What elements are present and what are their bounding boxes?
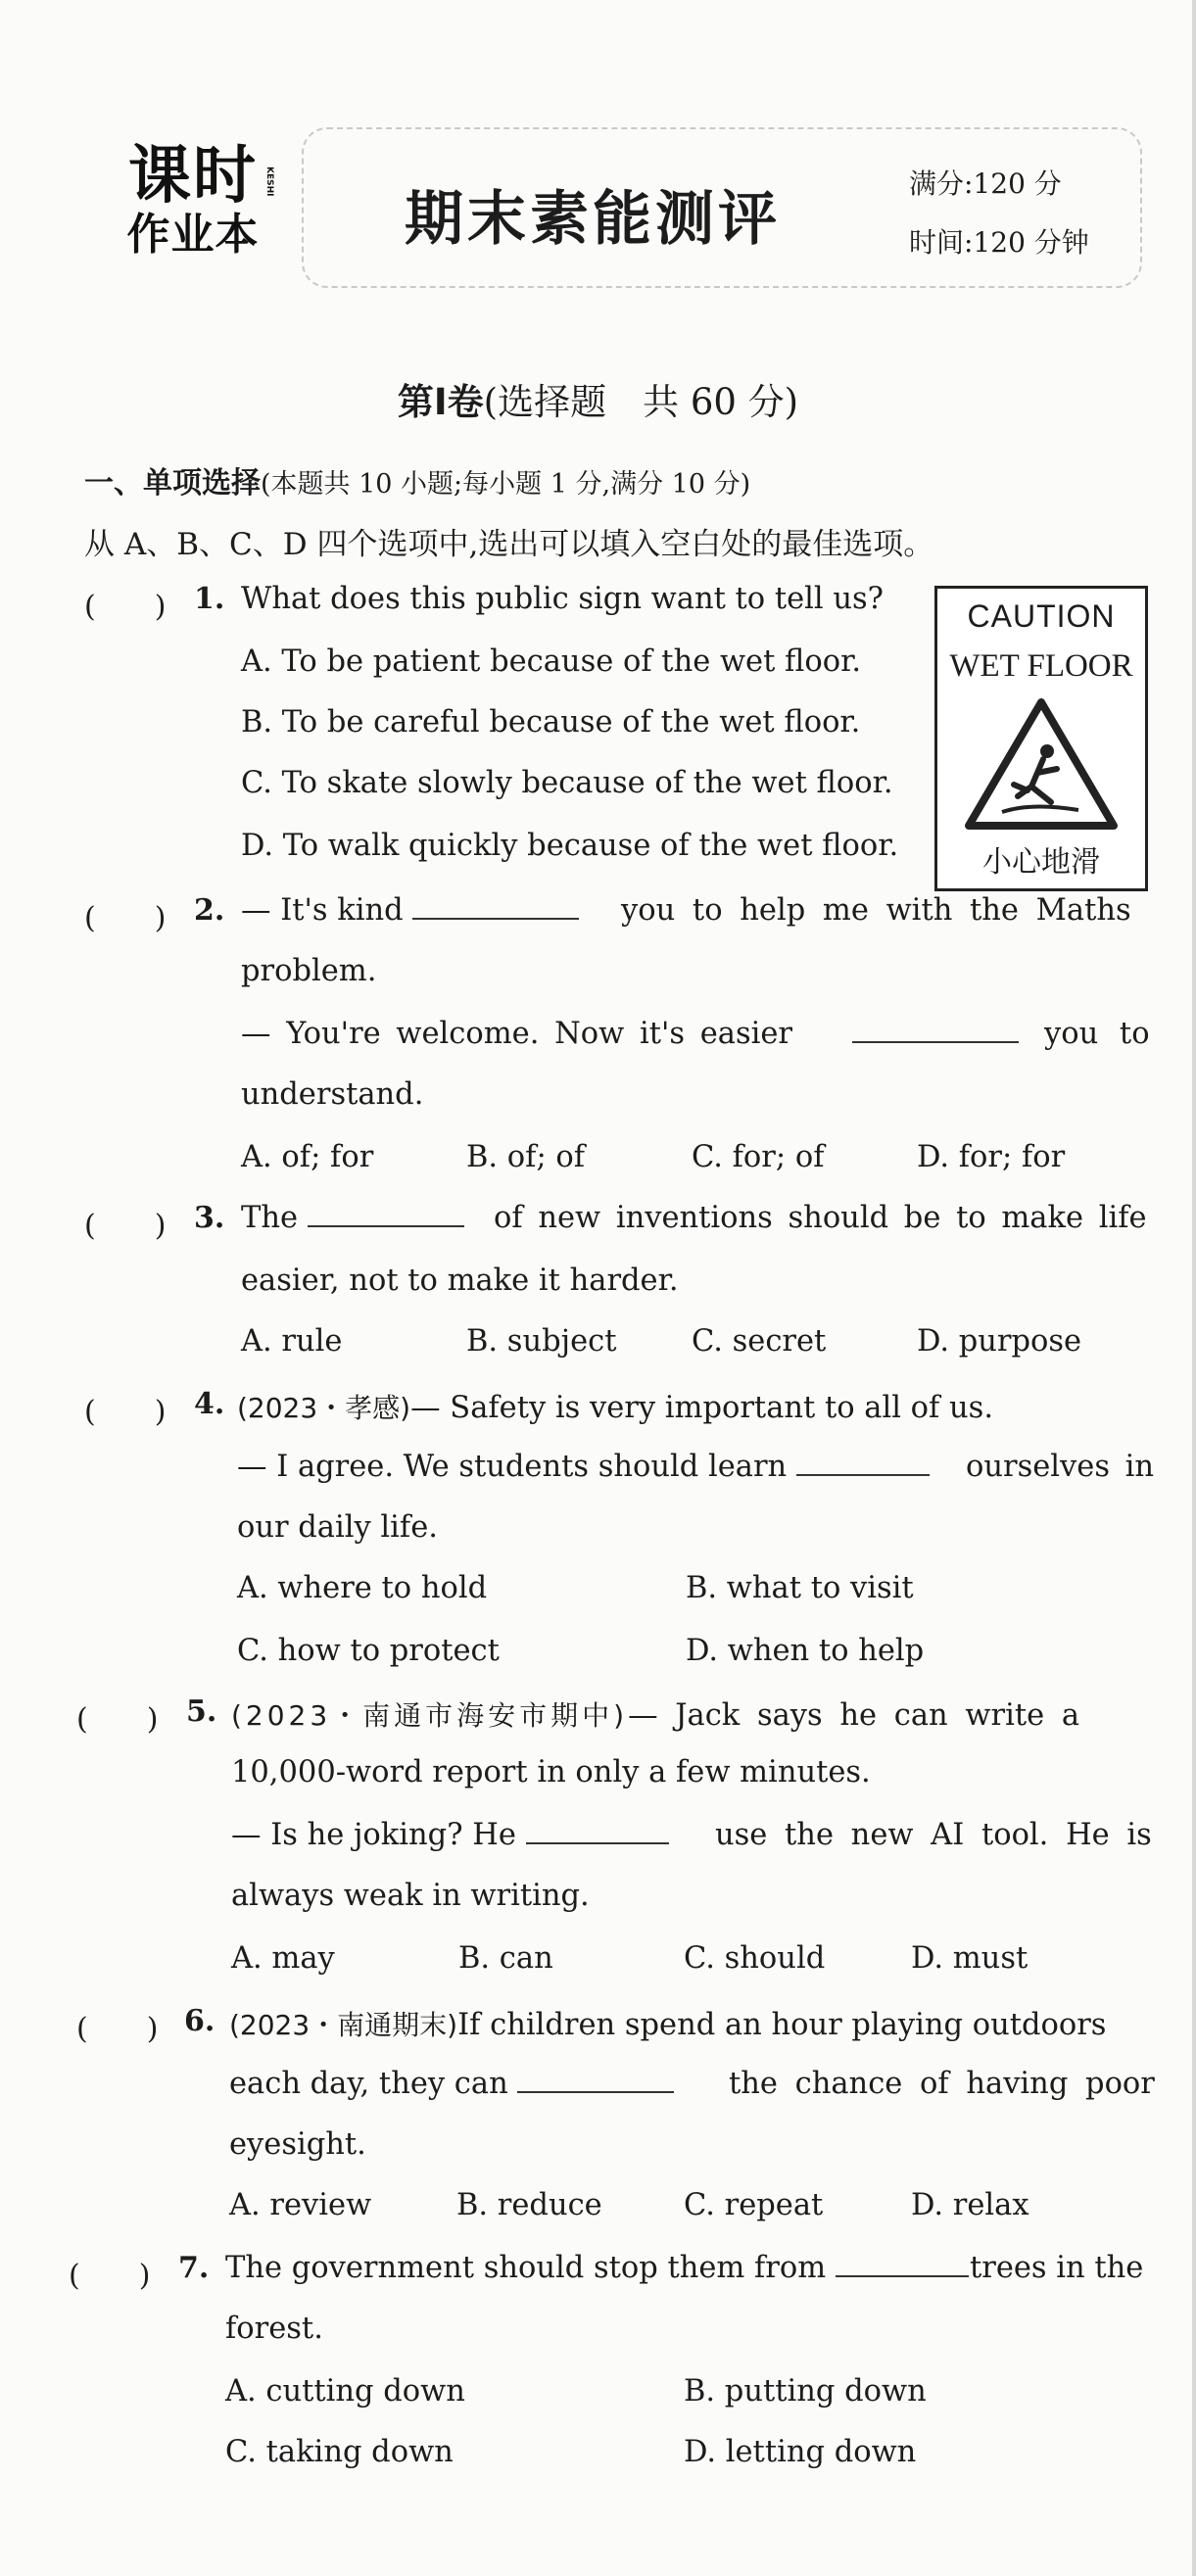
option-a: A. may — [231, 1941, 335, 1976]
question-line: 10,000-word report in only a few minutes. — [231, 1755, 871, 1789]
option-b: B. can — [458, 1941, 553, 1976]
answer-paren: ( ) — [84, 590, 167, 624]
question-number: 7. — [178, 2251, 210, 2285]
option-c: C. To skate slowly because of the wet floor. — [241, 766, 893, 800]
option-a: A. To be patient because of the wet floor. — [241, 644, 862, 679]
option-d: D. To walk quickly because of the wet floor. — [241, 829, 899, 863]
question-line: trees in the — [970, 2251, 1144, 2285]
question-number: 1. — [194, 582, 225, 616]
question-line: easier, not to make it harder. — [241, 1264, 679, 1298]
option-c: C. should — [684, 1941, 826, 1976]
warning-triangle-icon — [963, 696, 1120, 834]
option-a: A. rule — [241, 1324, 343, 1359]
question-line: you to — [1044, 1017, 1150, 1051]
answer-blank — [412, 896, 579, 920]
part-title: 一、单项选择 — [84, 466, 261, 501]
option-b: B. of; of — [466, 1140, 586, 1174]
answer-blank — [852, 1020, 1019, 1043]
option-c: C. secret — [692, 1324, 827, 1359]
answer-blank — [526, 1821, 669, 1844]
option-b: B. putting down — [684, 2374, 927, 2409]
caution-sign-image — [934, 586, 1148, 891]
option-d: D. when to help — [686, 1634, 925, 1668]
sign-line1: CAUTION — [967, 598, 1116, 634]
question-stem: What does this public sign want to tell us? — [241, 582, 885, 616]
option-d: D. must — [911, 1941, 1029, 1976]
question-number: 4. — [194, 1387, 225, 1421]
question-line — [231, 1818, 669, 1852]
question-line — [229, 2004, 1106, 2043]
part-heading — [84, 458, 750, 501]
instruction: 从 A、B、C、D 四个选项中,选出可以填入空白处的最佳选项。 — [84, 527, 934, 562]
text-part: — It's kind — [241, 893, 404, 928]
question-number: 5. — [186, 1694, 217, 1729]
text-part: The — [241, 1201, 299, 1235]
question-line: — You're welcome. Now it's easier — [241, 1017, 792, 1051]
question-source: (2023・南通期末) — [229, 2009, 458, 2041]
question-line — [229, 2067, 674, 2101]
question-line — [231, 1694, 1079, 1734]
option-b: B. To be careful because of the wet floor. — [241, 705, 861, 739]
sign-line3: 小心地滑 — [982, 845, 1100, 880]
option-c: C. how to protect — [237, 1634, 500, 1668]
option-d: D. letting down — [684, 2435, 917, 2469]
section-title-rest: (选择题 共 60 分) — [483, 381, 799, 423]
option-c: C. taking down — [225, 2435, 454, 2469]
option-b: B. reduce — [456, 2188, 602, 2222]
answer-paren: ( ) — [84, 1395, 167, 1429]
question-line: problem. — [241, 954, 377, 988]
brand-logo — [120, 140, 274, 260]
exam-time: 时间:120 分钟 — [909, 226, 1089, 259]
option-c: C. repeat — [684, 2188, 824, 2222]
question-line: forest. — [225, 2312, 323, 2346]
option-d: D. relax — [911, 2188, 1029, 2222]
question-number: 2. — [194, 893, 225, 928]
header-box — [302, 127, 1142, 288]
answer-blank — [308, 1204, 464, 1227]
question-line — [237, 1450, 930, 1484]
option-a: A. of; for — [241, 1140, 374, 1174]
section-title — [0, 372, 1196, 425]
option-c: C. for; of — [692, 1140, 825, 1174]
question-line: eyesight. — [229, 2127, 366, 2162]
option-b: B. subject — [466, 1324, 617, 1359]
sign-line2: WET FLOOR — [949, 648, 1133, 684]
answer-paren: ( ) — [76, 2012, 159, 2046]
question-line: you to help me with the Maths — [621, 893, 1131, 928]
option-b: B. what to visit — [686, 1571, 914, 1605]
question-line — [225, 2251, 969, 2285]
exam-meta — [909, 155, 1089, 272]
part-note: (本题共 10 小题;每小题 1 分,满分 10 分) — [261, 469, 751, 500]
answer-paren: ( ) — [84, 1209, 167, 1243]
answer-blank — [836, 2254, 969, 2277]
question-source: (2023・孝感) — [237, 1392, 411, 1424]
page-title: 期末素能测评 — [405, 185, 781, 254]
option-d: D. purpose — [917, 1324, 1082, 1359]
question-line — [852, 1017, 1019, 1051]
question-line: our daily life. — [237, 1510, 438, 1545]
question-line: understand. — [241, 1077, 424, 1112]
text-part: — Is he joking? He — [231, 1818, 516, 1852]
question-line: use the new AI tool. He is — [715, 1818, 1152, 1852]
question-line — [241, 893, 579, 928]
text-part: If children spend an hour playing outdoors — [457, 2008, 1107, 2042]
answer-paren: ( ) — [69, 2259, 151, 2293]
option-a: A. review — [229, 2188, 372, 2222]
answer-paren: ( ) — [84, 901, 167, 935]
question-number: 6. — [184, 2004, 215, 2038]
brand-line1: 课时 — [128, 140, 258, 213]
question-source: (2023・南通市海安市期中) — [231, 1699, 629, 1732]
option-a: A. where to hold — [237, 1571, 488, 1605]
question-line: always weak in writing. — [231, 1879, 590, 1913]
text-part: — Jack says he can write a — [628, 1698, 1080, 1733]
question-line: the chance of having poor — [729, 2067, 1155, 2101]
question-line: of new inventions should be to make life — [494, 1201, 1147, 1235]
brand-line2: 作业本 — [126, 210, 260, 260]
answer-paren: ( ) — [76, 1702, 159, 1737]
question-line — [241, 1201, 464, 1235]
question-line: ourselves in — [966, 1450, 1155, 1484]
text-part: — I agree. We students should learn — [237, 1450, 788, 1484]
question-line — [237, 1387, 993, 1426]
answer-blank — [796, 1453, 930, 1476]
question-number: 3. — [194, 1201, 225, 1235]
section-title-bold: 第Ⅰ卷 — [397, 381, 484, 423]
text-part: — Safety is very important to all of us. — [410, 1391, 994, 1425]
option-a: A. cutting down — [225, 2374, 465, 2409]
full-score: 满分:120 分 — [909, 167, 1062, 200]
answer-blank — [517, 2070, 674, 2093]
brand-tiny: KESHI — [264, 167, 274, 197]
option-d: D. for; for — [917, 1140, 1066, 1174]
text-part: each day, they can — [229, 2067, 508, 2101]
text-part: The government should stop them from — [225, 2251, 827, 2285]
